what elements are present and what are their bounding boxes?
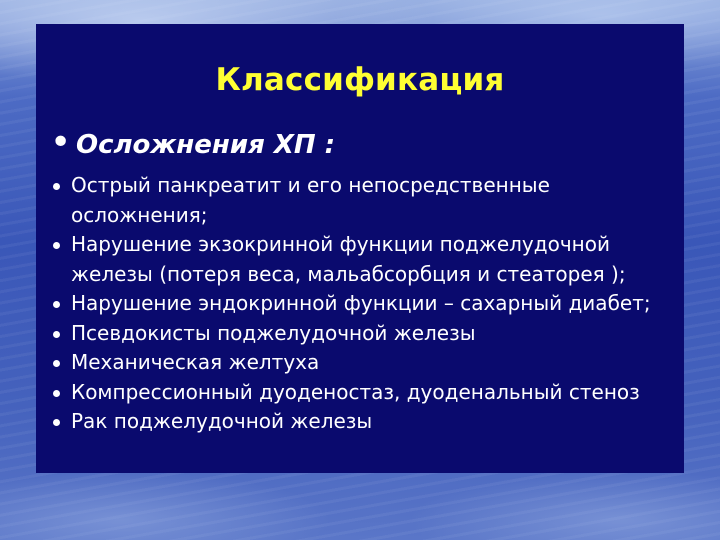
list-item-text: Компрессионный дуоденостаз, дуоденальный стеноз bbox=[71, 379, 640, 404]
list-item-text: Острый панкреатит и его непосредственные осложнения; bbox=[71, 173, 550, 227]
list-item bbox=[44, 171, 680, 230]
list-item bbox=[44, 230, 680, 289]
bullet-icon bbox=[53, 242, 60, 249]
bullet-icon: • bbox=[50, 122, 72, 163]
list-item-text: Механическая желтуха bbox=[71, 350, 320, 374]
bullet-icon bbox=[53, 331, 60, 338]
slide-content-panel bbox=[36, 24, 684, 473]
list-item-text: Рак поджелудочной железы bbox=[71, 409, 373, 433]
list-item-text: Нарушение эндокринной функции – сахарный диабет; bbox=[71, 291, 651, 315]
subheading-row bbox=[50, 122, 336, 163]
list-item bbox=[44, 319, 680, 349]
list-item bbox=[44, 407, 680, 437]
slide-title: Классификация bbox=[215, 62, 505, 98]
list-item bbox=[44, 378, 680, 408]
complications-list bbox=[44, 171, 680, 437]
list-item-text: Псевдокисты поджелудочной железы bbox=[71, 320, 476, 345]
subheading: Осложнения ХП : bbox=[76, 130, 336, 160]
bullet-icon bbox=[53, 419, 60, 426]
bullet-icon bbox=[53, 301, 60, 308]
list-item-text: Нарушение экзокринной функции поджелудочной железы (потеря веса, мальабсорбция и стеаторея ); bbox=[71, 232, 626, 286]
bullet-icon bbox=[53, 360, 60, 367]
bullet-icon bbox=[53, 390, 60, 397]
list-item bbox=[44, 289, 680, 319]
bullet-icon bbox=[53, 183, 60, 190]
list-item bbox=[44, 348, 680, 378]
